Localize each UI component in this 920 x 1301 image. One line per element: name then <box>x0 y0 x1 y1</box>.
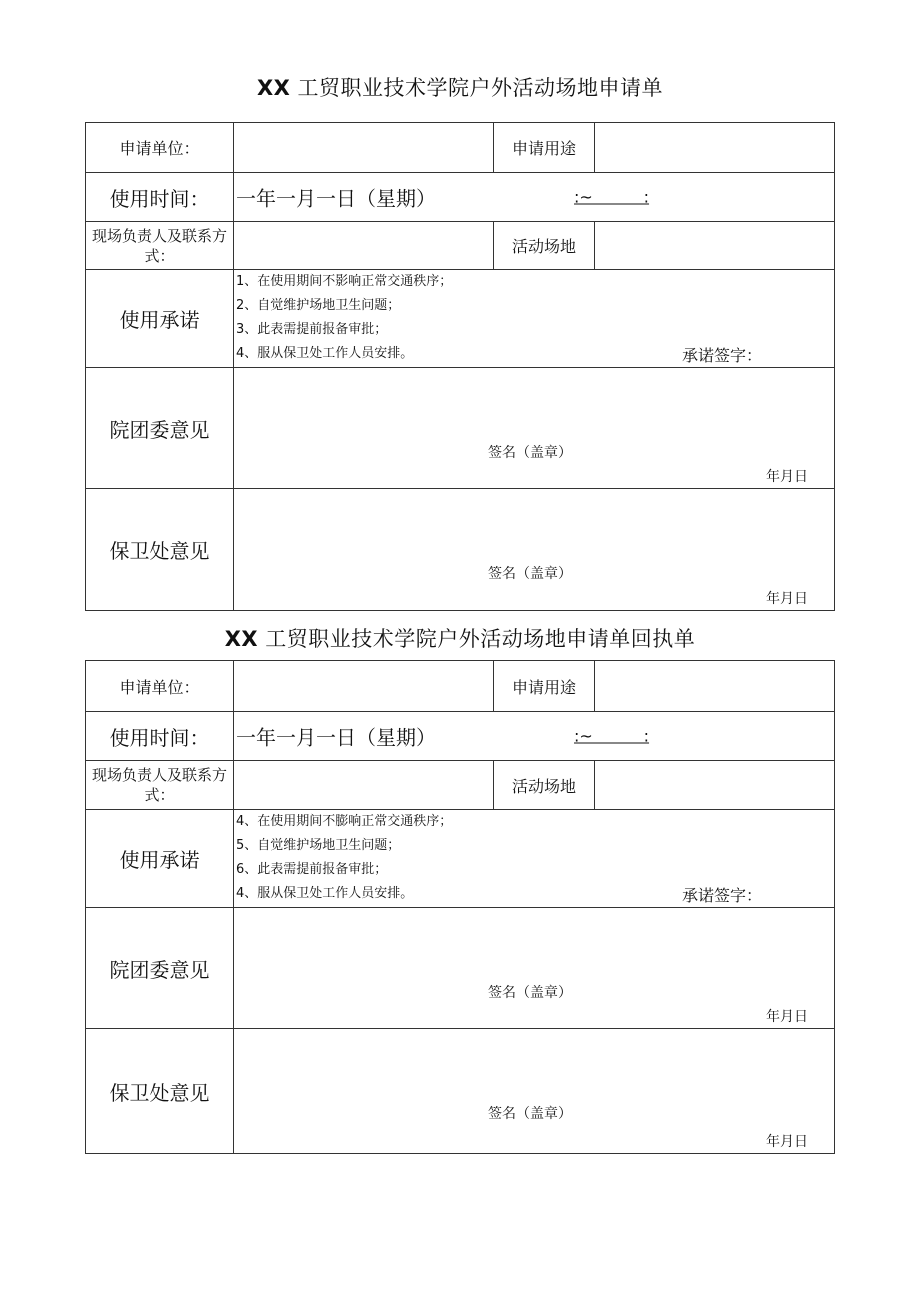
security-opinion-field[interactable] <box>234 489 835 611</box>
apply-unit-field[interactable] <box>234 661 494 712</box>
date-label: 年月日 <box>766 1134 808 1150</box>
date-label: 年月日 <box>766 1009 808 1025</box>
commitment-item: 4、服从保卫处工作人员安排。 <box>236 886 414 901</box>
commitment-label: 使用承诺 <box>86 270 234 368</box>
venue-label: 活动场地 <box>494 222 595 270</box>
contact-field[interactable] <box>234 222 494 270</box>
commitment-cell <box>234 810 835 908</box>
commitment-item: 5、自觉维护场地卫生问题； <box>236 838 401 853</box>
commitment-item: 3、此表需提前报备审批； <box>236 322 388 337</box>
use-time-field[interactable] <box>234 712 835 761</box>
commitment-cell <box>234 270 835 368</box>
league-opinion-field[interactable] <box>234 908 835 1029</box>
date-text: 一年一月一日（星期） <box>236 725 436 750</box>
venue-label: 活动场地 <box>494 761 595 810</box>
contact-field[interactable] <box>234 761 494 810</box>
use-time-field[interactable] <box>234 173 835 222</box>
apply-unit-label: 申请单位： <box>86 123 234 173</box>
signature-label: 签名（盖章） <box>488 1106 572 1122</box>
date-label: 年月日 <box>766 591 808 607</box>
time-slot: :~ : <box>574 726 650 746</box>
purpose-field[interactable] <box>595 123 835 173</box>
commitment-item: 2、自觉维护场地卫生问题； <box>236 298 401 313</box>
date-text: 一年一月一日（星期） <box>236 186 436 211</box>
league-opinion-label: 院团委意见 <box>86 368 234 489</box>
date-label: 年月日 <box>766 469 808 485</box>
signature-label: 签名（盖章） <box>488 566 572 582</box>
use-time-label: 使用时间： <box>86 173 234 222</box>
form-title <box>0 72 920 102</box>
signature-label: 签名（盖章） <box>488 445 572 461</box>
title-prefix: XX <box>224 627 259 651</box>
commit-sign-label[interactable]: 承诺签字： <box>681 346 762 365</box>
receipt-title <box>0 623 920 653</box>
commitment-item: 4、服从保卫处工作人员安排。 <box>236 346 414 361</box>
purpose-field[interactable] <box>595 661 835 712</box>
security-opinion-field[interactable] <box>234 1029 835 1154</box>
purpose-label: 申请用途 <box>494 661 595 712</box>
venue-field[interactable] <box>595 222 835 270</box>
title-main: 工贸职业技术学院户外活动场地申请单回执单 <box>265 627 696 651</box>
commit-sign-label[interactable]: 承诺签字： <box>681 886 762 905</box>
apply-unit-field[interactable] <box>234 123 494 173</box>
signature-label: 签名（盖章） <box>488 985 572 1001</box>
title-main: 工贸职业技术学院户外活动场地申请单 <box>297 76 664 100</box>
receipt-form <box>85 660 835 1154</box>
contact-label: 现场负责人及联系方式： <box>86 761 234 810</box>
title-prefix: XX <box>256 76 291 100</box>
purpose-label: 申请用途 <box>494 123 595 173</box>
league-opinion-field[interactable] <box>234 368 835 489</box>
application-form <box>85 122 835 611</box>
commitment-item: 6、此表需提前报备审批； <box>236 862 388 877</box>
contact-label: 现场负责人及联系方式： <box>86 222 234 270</box>
security-opinion-label: 保卫处意见 <box>86 1029 234 1154</box>
apply-unit-label: 申请单位： <box>86 661 234 712</box>
time-slot: :~ : <box>574 187 650 207</box>
commitment-item: 4、在使用期间不膨响正常交通秩序； <box>236 814 453 829</box>
league-opinion-label: 院团委意见 <box>86 908 234 1029</box>
security-opinion-label: 保卫处意见 <box>86 489 234 611</box>
venue-field[interactable] <box>595 761 835 810</box>
commitment-item: 1、在使用期间不影响正常交通秩序； <box>236 274 453 289</box>
use-time-label: 使用时间： <box>86 712 234 761</box>
commitment-label: 使用承诺 <box>86 810 234 908</box>
